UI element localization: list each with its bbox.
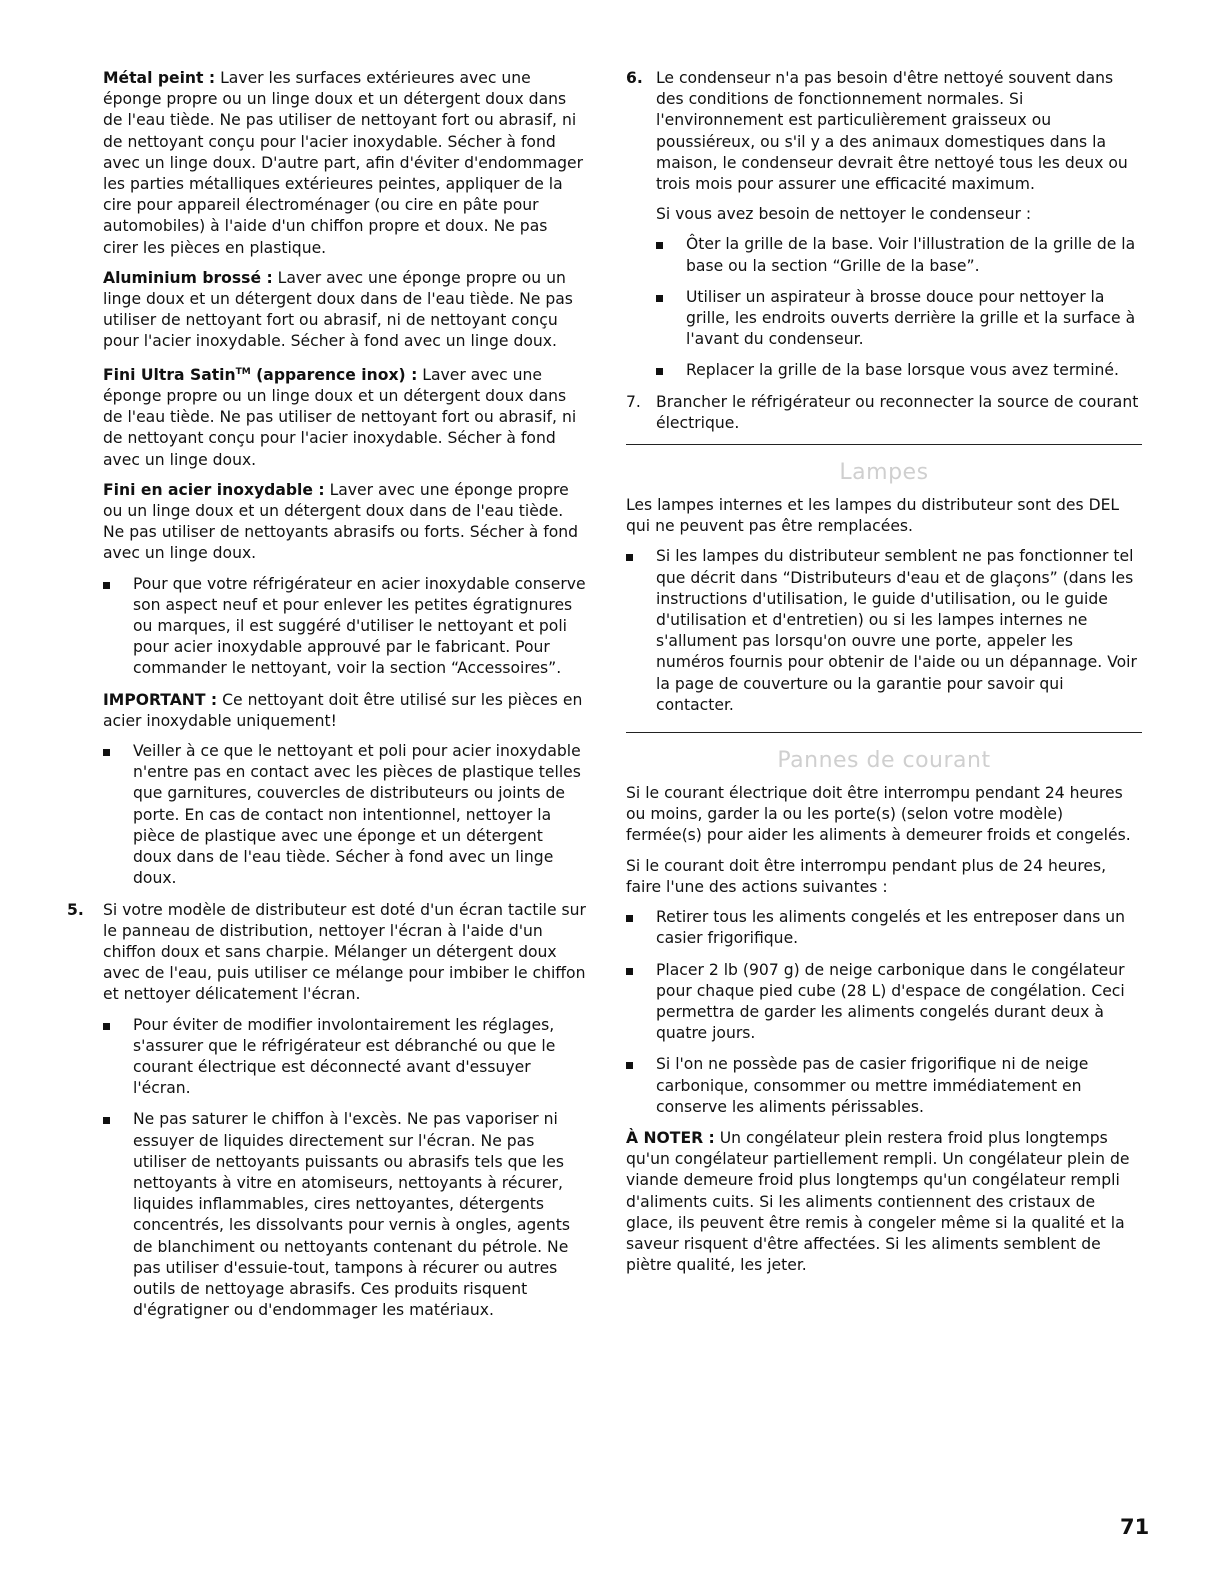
item-number: 5. bbox=[67, 900, 84, 919]
numbered-item-6 bbox=[626, 68, 1142, 195]
list-item: Retirer tous les aliments congelés et les entreposer dans un casier frigorifique. bbox=[626, 907, 1142, 949]
body-text: Ce nettoyant doit être utilisé sur les pièces en acier inoxydable uniquement! bbox=[103, 690, 583, 730]
list-item: Placer 2 lb (907 g) de neige carbonique dans le congélateur pour chaque pied cube (28 L) d'espace de congélation. Ceci permettra de garder les aliments congelés durant deux à quatre jours. bbox=[626, 960, 1142, 1045]
stainless-paragraph bbox=[103, 480, 586, 565]
important-paragraph bbox=[103, 690, 586, 732]
term: À NOTER : bbox=[626, 1128, 715, 1147]
left-column bbox=[67, 68, 586, 1331]
term: Fini en acier inoxydable : bbox=[103, 480, 325, 499]
list-item: Pour éviter de modifier involontairement les réglages, s'assurer que le réfrigérateur est débranché ou que le courant électrique est déconnecté avant d'essuyer l'écran. bbox=[103, 1015, 586, 1100]
page-number: 71 bbox=[1120, 1515, 1150, 1539]
right-column bbox=[626, 68, 1142, 1285]
list-item: Si l'on ne possède pas de casier frigorifique ni de neige carbonique, consommer ou mettre immédiatement en conserve les aliments périssables. bbox=[626, 1054, 1142, 1118]
list-item: Pour que votre réfrigérateur en acier inoxydable conserve son aspect neuf et pour enlever les petites égratignures ou marques, il est suggéré d'utiliser le nettoyant et poli pour acier inoxydable approuvé par le fabricant. Pour commander le nettoyant, voir la section “Accessoires”. bbox=[103, 574, 586, 680]
item-text: Le condenseur n'a pas besoin d'être nettoyé souvent dans des conditions de fonctionnement normales. Si l'environnement est particulièrement graisseux ou poussiéreux, ou s'il y a des animaux domestiques dans la maison, le condenseur devrait être nettoyé tous les deux ou trois mois pour assurer une efficacité maximum. bbox=[656, 69, 1128, 194]
pannes-paragraph-2: Si le courant doit être interrompu pendant plus de 24 heures, faire l'une des actions suivantes : bbox=[626, 856, 1107, 896]
lampes-paragraph: Les lampes internes et les lampes du distributeur sont des DEL qui ne peuvent pas être remplacées. bbox=[626, 496, 1120, 536]
list-item: Replacer la grille de la base lorsque vous avez terminé. bbox=[656, 360, 1142, 381]
body-text: Laver les surfaces extérieures avec une éponge propre ou un linge doux et un détergent doux dans de l'eau tiède. Ne pas utiliser de nettoyant fort ou abrasif, ni de nettoyant conçu pour l'acier inoxydable. Sécher à fond avec un linge doux. D'autre part, afin d'éviter d'endommager les parties métalliques extérieures peintes, appliquer de la cire pour appareil électroménager (ou cire en pâte pour automobiles) à l'aide d'un chiffon propre et doux. Ne pas cirer les pièces en plastique. bbox=[103, 69, 584, 257]
list-item: Si les lampes du distributeur semblent ne pas fonctionner tel que décrit dans “Distributeurs d'eau et de glaçons” (dans les instructions d'utilisation, le guide d'utilisation, ou le guide d'utilisation et d'entretien) ou si les lampes internes ne s'allument pas lorsqu'on ouvre une porte, appeler les numéros fournis pour obtenir de l'aide ou un dépannage. Voir la page de couverture ou la garantie pour savoir qui contacter. bbox=[626, 546, 1142, 716]
item-number: 7. bbox=[626, 392, 641, 411]
list-item: Ôter la grille de la base. Voir l'illustration de la grille de la base ou la section “Grille de la base”. bbox=[656, 234, 1142, 276]
numbered-item-5 bbox=[67, 900, 586, 1006]
term-a: Fini Ultra Satin bbox=[103, 365, 236, 384]
list-item: Ne pas saturer le chiffon à l'excès. Ne pas vaporiser ni essuyer de liquides directement sur l'écran. Ne pas utiliser de nettoyants puissants ou abrasifs tels que les nettoyants à vitre en atomiseurs, nettoyants à récurer, liquides inflammables, cires nettoyantes, détergents concentrés, les dissolvants pour vernis à ongles, agents de blanchiment ou nettoyants contenant du pétrole. Ne pas utiliser d'essuie-tout, tampons à récurer ou autres outils de nettoyage abrasifs. Ces produits risquent d'égratigner ou d'endommager les matériaux. bbox=[103, 1109, 586, 1321]
section-divider bbox=[626, 444, 1142, 445]
term: Métal peint : bbox=[103, 69, 216, 87]
pannes-paragraph-1: Si le courant électrique doit être interrompu pendant 24 heures ou moins, garder la ou les porte(s) (selon votre modèle) fermée(s) pour aider les aliments à demeurer froids et congelés. bbox=[626, 784, 1131, 845]
item-text: Brancher le réfrigérateur ou reconnecter la source de courant électrique. bbox=[656, 392, 1139, 432]
section-heading-pannes: Pannes de courant bbox=[777, 748, 991, 774]
term-b: (apparence inox) : bbox=[250, 365, 418, 384]
painted-metal-paragraph bbox=[103, 68, 586, 259]
term: IMPORTANT : bbox=[103, 690, 218, 709]
item-text: Si votre modèle de distributeur est doté d'un écran tactile sur le panneau de distribution, nettoyer l'écran à l'aide d'un chiffon doux et sans charpie. Mélanger un détergent doux avec de l'eau, puis utiliser ce mélange pour imbiber le chiffon et nettoyer délicatement l'écran. bbox=[103, 900, 586, 1004]
ultra-satin-paragraph bbox=[103, 362, 586, 471]
body-text: Laver avec une éponge propre ou un linge doux et un détergent doux dans de l'eau tiède. Ne pas utiliser de nettoyant fort ou abrasif, ni de nettoyant conçu pour l'acier inoxydable. Sécher à fond avec un linge doux. bbox=[103, 268, 573, 351]
item-number: 6. bbox=[626, 69, 643, 87]
list-item: Veiller à ce que le nettoyant et poli pour acier inoxydable n'entre pas en contact avec les pièces de plastique telles que garnitures, couvercles de distributeurs ou joints de porte. En cas de contact non intentionnel, nettoyer la pièce de plastique avec une éponge et un détergent doux dans de l'eau tiède. Sécher à fond avec un linge doux. bbox=[103, 741, 586, 889]
body-text: Laver avec une éponge propre ou un linge doux et un détergent doux dans de l'eau tiède. Ne pas utiliser de nettoyant fort ou abrasif, ni de nettoyant conçu pour l'acier inoxydable. Sécher à fond avec un linge doux. bbox=[103, 365, 577, 469]
condenser-instructions: Si vous avez besoin de nettoyer le condenseur : bbox=[656, 205, 1032, 224]
numbered-item-7 bbox=[626, 392, 1142, 434]
body-text: Un congélateur plein restera froid plus longtemps qu'un congélateur partiellement rempli. Un congélateur plein de viande demeure froid plus longtemps qu'un congélateur rempli d'aliments cuits. Si les aliments contiennent des cristaux de glace, ils peuvent être remis à congeler même si la qualité et la saveur risquent d'être affectées. Si les aliments semblent de piètre qualité, les jeter. bbox=[626, 1128, 1130, 1275]
term bbox=[103, 366, 417, 384]
note-paragraph bbox=[626, 1128, 1142, 1276]
term: Aluminium brossé : bbox=[103, 268, 273, 287]
section-heading-lampes: Lampes bbox=[839, 460, 929, 486]
brushed-aluminum-paragraph bbox=[103, 268, 586, 353]
section-divider bbox=[626, 732, 1142, 733]
trademark: TM bbox=[235, 366, 251, 377]
list-item: Utiliser un aspirateur à brosse douce pour nettoyer la grille, les endroits ouverts derrière la grille et la surface à l'avant du condenseur. bbox=[656, 287, 1142, 351]
body-text: Laver avec une éponge propre ou un linge doux et un détergent doux dans de l'eau tiède. Ne pas utiliser de nettoyants abrasifs ou forts. Sécher à fond avec un linge doux. bbox=[103, 480, 579, 563]
